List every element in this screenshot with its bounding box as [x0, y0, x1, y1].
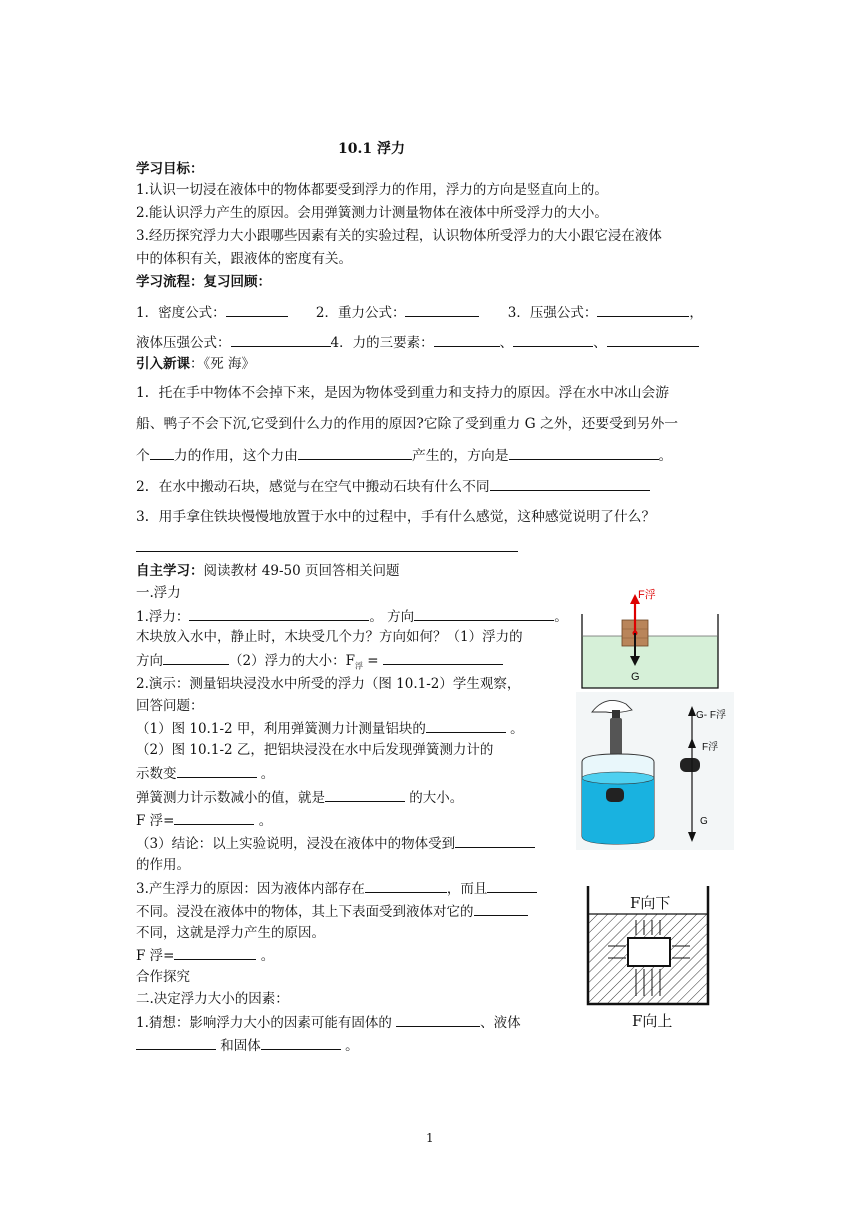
page-title: 10.1 浮力 [338, 141, 405, 157]
page-number: 1 [426, 1131, 434, 1145]
g-minus-f-label: G- F浮 [696, 710, 726, 721]
cause-blank-3[interactable] [474, 902, 528, 916]
direction-blank[interactable] [163, 651, 229, 665]
text: F 浮= [136, 813, 175, 829]
demo-q1 [136, 719, 524, 738]
subscript: 浮 [354, 661, 363, 671]
pressure-blank[interactable] [597, 303, 689, 317]
answer-line[interactable] [136, 551, 518, 552]
buoyant-label: F浮 [638, 589, 656, 601]
demo-q2c [136, 788, 463, 807]
q1-blank[interactable] [426, 719, 506, 733]
objective-2: 2.能认识浮力产生的原因。会用弹簧测力计测量物体在液体中所受浮力的大小。 [136, 205, 608, 221]
water [582, 636, 718, 688]
demo-conclusion [136, 834, 535, 853]
text: F 浮= [136, 948, 175, 964]
upward-force-label: F向上 [632, 1012, 673, 1030]
gravity-label: G [700, 816, 708, 827]
downward-force-label: F向下 [630, 894, 671, 912]
scale-ring [612, 710, 620, 718]
self-heading-rest: 阅读教材 49-50 页回答相关问题 [203, 563, 400, 579]
direction-blank[interactable] [509, 446, 659, 460]
cause-line-3: 不同，这就是浮力产生的原因。 [136, 925, 325, 941]
q2c-blank[interactable] [325, 788, 405, 802]
text: 3.产生浮力的原因：因为液体内部存在 [136, 881, 365, 897]
force-element-blank-1[interactable] [434, 333, 500, 347]
guess-blank-3[interactable] [261, 1036, 341, 1050]
text: 1.浮力： [136, 609, 190, 625]
aluminum-block-side [680, 758, 700, 772]
demo-q2: （2）图 10.1-2 乙，把铝块浸没在水中后发现弹簧测力计的 [136, 742, 494, 758]
gravity-label: 2．重力公式： [315, 305, 406, 321]
cause-blank-1[interactable] [365, 879, 447, 893]
coop-heading: 合作探究 [136, 969, 190, 985]
intro-heading-rest: ：《死 海》 [190, 356, 256, 372]
section-1-title: 一.浮力 [136, 585, 181, 601]
spring-scale-figure [576, 692, 734, 850]
f-float-blank[interactable] [174, 811, 254, 825]
flow-heading: 学习流程：复习回顾： [136, 274, 271, 290]
text: ，而且 [446, 881, 488, 897]
conclusion-blank[interactable] [455, 834, 535, 848]
force-elements-label: 4．力的三要素： [330, 335, 434, 351]
text: 。 [658, 448, 673, 464]
magnitude-blank[interactable] [383, 651, 503, 665]
aluminum-block [606, 788, 624, 802]
text: 、液体 [480, 1015, 521, 1031]
density-blank[interactable] [226, 303, 288, 317]
guess-blank-1[interactable] [396, 1013, 480, 1027]
text: 产生的，方向是 [411, 448, 509, 464]
text: 。 [340, 1038, 359, 1054]
water-surface [582, 772, 654, 784]
formula-blank[interactable] [174, 946, 256, 960]
self-heading [136, 562, 400, 580]
self-heading-bold: 自主学习： [136, 563, 204, 579]
section-2-title: 二.决定浮力大小的因素： [136, 991, 289, 1007]
text: = [362, 653, 383, 669]
difference-blank[interactable] [490, 477, 650, 491]
buoyant-label: F浮 [702, 742, 719, 753]
text: （2）浮力的大小：F [229, 653, 355, 669]
text: 。 [256, 766, 275, 782]
text: 弹簧测力计示数减小的值，就是 [136, 790, 325, 806]
text: 。 [505, 721, 524, 737]
guess-line-2 [136, 1036, 359, 1055]
cause-line-1 [136, 879, 537, 898]
beaker-water [582, 775, 654, 844]
objective-3a: 3.经历探究浮力大小跟哪些因素有关的实验过程，认识物体所受浮力的大小跟它浸在液体 [136, 228, 662, 244]
wood-question: 木块放入水中，静止时，木块受几个力？方向如何？（1）浮力的 [136, 629, 523, 645]
objectives-heading: 学习目标： [136, 161, 204, 177]
demo-q2b [136, 764, 274, 783]
review-line-1 [136, 303, 703, 322]
text: 的大小。 [405, 790, 464, 806]
demo-f-float [136, 811, 272, 830]
submerged-block [628, 938, 670, 966]
cause-blank-2[interactable] [487, 879, 537, 893]
intro-p1b: 船、鸭子不会下沉,它受到什么力的作用的原因?它除了受到重力 G 之外，还要受到另外一 [136, 416, 679, 432]
liquid-pressure-label: 液体压强公式： [136, 335, 231, 351]
text: 个 [136, 448, 150, 464]
intro-heading-bold: 引入新课 [136, 356, 190, 372]
text: （3）结论：以上实验说明，浸没在液体中的物体受到 [136, 836, 456, 852]
buoyancy-props [136, 651, 503, 676]
text: 示数变 [136, 766, 177, 782]
demo-conclusion-b: 的作用。 [136, 857, 190, 873]
intro-p3: 3．用手拿住铁块慢慢地放置于水中的过程中，手有什么感觉，这种感觉说明了什么？ [136, 509, 656, 525]
cause-formula [136, 946, 274, 965]
text: 1.猜想：影响浮力大小的因素可能有固体的 [136, 1015, 397, 1031]
separator: 、 [499, 335, 514, 351]
text: 方向 [136, 653, 163, 669]
intro-p2 [136, 477, 650, 496]
objective-3b: 中的体积有关，跟液体的密度有关。 [136, 251, 352, 267]
density-label: 1．密度公式： [136, 305, 226, 321]
text: 。 [256, 948, 275, 964]
text: 2．在水中搬动石块，感觉与在空气中搬动石块有什么不同 [136, 479, 490, 495]
floating-block-figure [576, 584, 724, 692]
text: 。 [254, 813, 273, 829]
buoyancy-def [136, 607, 568, 626]
buoyancy-def-blank[interactable] [189, 607, 369, 621]
demo-line-2: 回答问题： [136, 698, 204, 714]
gravity-label: G [631, 671, 640, 683]
review-line-2 [136, 333, 699, 352]
cause-line-2 [136, 902, 528, 921]
force-element-blank-3[interactable] [607, 333, 699, 347]
intro-heading [136, 355, 255, 373]
demo-line-1: 2.演示：测量铝块浸没水中所受的浮力（图 10.1-2）学生观察， [136, 676, 521, 692]
guess-blank-2[interactable] [136, 1036, 216, 1050]
objective-1: 1.认识一切浸在液体中的物体都要受到浮力的作用，浮力的方向是竖直向上的。 [136, 182, 608, 198]
liquid-pressure-blank[interactable] [231, 333, 331, 347]
text: 。 [554, 609, 568, 625]
force-element-blank-2[interactable] [513, 333, 593, 347]
q2-blank[interactable] [177, 764, 257, 778]
text: 力的作用，这个力由 [173, 448, 298, 464]
source-blank[interactable] [298, 446, 412, 460]
pressure-difference-figure [586, 886, 714, 1030]
intro-p1a: 1．托在手中物体不会掉下来，是因为物体受到重力和支持力的原因。浮在水中冰山会游 [136, 385, 670, 401]
intro-p1c [136, 446, 672, 465]
separator: 、 [593, 335, 607, 351]
guess-line-1 [136, 1013, 521, 1032]
text: 不同。浸没在液体中的物体，其上下表面受到液体对它的 [136, 904, 474, 920]
force-name-blank[interactable] [150, 446, 174, 460]
text: （1）图 10.1-2 甲，利用弹簧测力计测量铝块的 [136, 721, 426, 737]
comma: ， [689, 305, 703, 321]
buoyancy-dir-blank[interactable] [414, 607, 554, 621]
gravity-blank[interactable] [405, 303, 479, 317]
text: 。 方向 [369, 609, 415, 625]
text: 和固体 [216, 1038, 261, 1054]
pressure-label: 3．压强公式： [507, 305, 598, 321]
